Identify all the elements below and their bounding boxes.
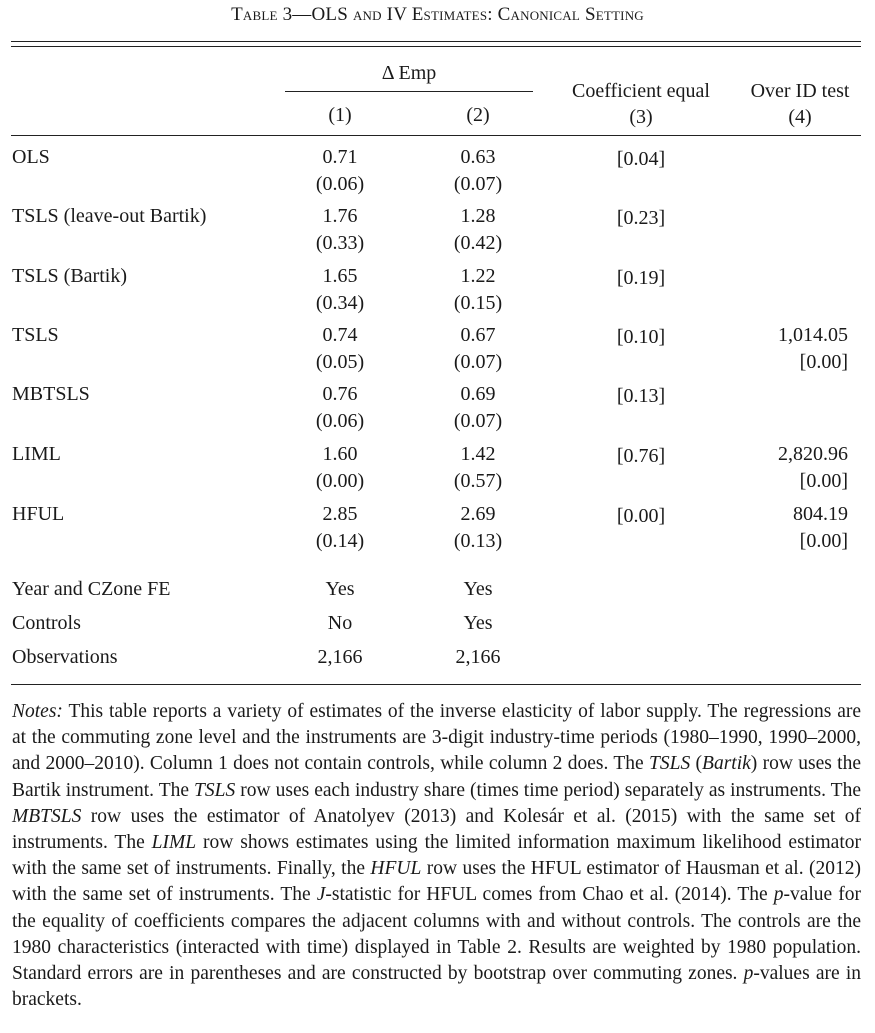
se-cell: (0.33): [315, 232, 365, 254]
se-cell: (0.07): [453, 173, 503, 195]
col1-number: (1): [328, 104, 352, 126]
se-cell: (0.05): [315, 351, 365, 373]
footer-cell: No: [327, 612, 353, 634]
se-cell: (0.07): [453, 351, 503, 373]
row-label: OLS: [12, 146, 50, 168]
se-cell: (0.15): [453, 292, 503, 314]
table-row: [0, 144, 875, 204]
col2-number: (2): [466, 104, 490, 126]
notes-italic: Bartik: [702, 753, 751, 775]
notes-text: -values are in brackets.: [12, 963, 861, 1011]
notes-italic: HFUL: [370, 858, 422, 880]
coef-cell: 0.67: [460, 324, 496, 346]
row-label: LIML: [12, 443, 61, 465]
row-label: Controls: [12, 612, 81, 634]
pvalue-cell: [0.13]: [616, 385, 666, 407]
coef-cell: 1.42: [460, 443, 496, 465]
row-label: TSLS (Bartik): [12, 265, 127, 287]
notes-text: -statistic for HFUL comes from Chao et al. (2014). The: [325, 884, 774, 906]
pvalue-cell: [0.23]: [616, 207, 666, 229]
notes-text: row shows estimates using the limited information maximum likelihood estimator with the same set of instruments. Finally, the: [12, 832, 861, 880]
col3-number: (3): [629, 106, 653, 128]
overid-stat-cell: 2,820.96: [778, 443, 848, 465]
row-label: HFUL: [12, 503, 65, 525]
footer-cell: 2,166: [317, 646, 363, 668]
notes-italic: TSLS: [194, 779, 236, 801]
notes-text: row uses each industry share (times time period) separately as instruments. The: [235, 779, 861, 801]
notes-text: row uses the estimator of Anatolyev (2013) and Kolesár et al. (2015) with the same set of instruments. The: [12, 805, 861, 854]
header-rule: [11, 135, 861, 136]
table-row: [0, 381, 875, 441]
pvalue-cell: [0.00]: [616, 505, 666, 527]
notes-italic: MBTSLS: [12, 805, 82, 827]
table-row: [0, 322, 875, 382]
notes-text: -value for the equality of coefficients compares the adjacent columns with and without controls. The controls are the 1980 characteristics (interacted with time) displayed in Table 2. Results are weighted by 1980 population. Standard errors are in parentheses and are constructed by bootstrap over commuting zones.: [12, 884, 861, 985]
footer-row: [0, 644, 875, 674]
se-cell: (0.06): [315, 173, 365, 195]
overid-pvalue-cell: [0.00]: [799, 470, 848, 492]
se-cell: (0.34): [315, 292, 365, 314]
overid-pvalue-cell: [0.00]: [799, 530, 848, 552]
se-cell: (0.14): [315, 530, 365, 552]
footer-cell: Yes: [325, 578, 355, 600]
notes-italic: J: [316, 884, 326, 906]
col4-header: Over ID test: [750, 80, 850, 102]
notes-text: (: [690, 753, 703, 775]
bottom-rule: [11, 684, 861, 685]
notes-text: This table reports a variety of estimates of the inverse elasticity of labor supply. The regressions are at the commuting zone level and the instruments are 3-digit industry-time periods (1980–1990, 1990–2000, and 2000–2010). Column 1 does not contain controls, while column 2 does. The: [12, 701, 861, 775]
row-label: TSLS (leave-out Bartik): [12, 205, 207, 227]
notes-italic: LIML: [151, 832, 197, 854]
se-cell: (0.13): [453, 530, 503, 552]
coef-cell: 1.60: [322, 443, 358, 465]
overid-pvalue-cell: [0.00]: [799, 351, 848, 373]
coef-cell: 2.85: [322, 503, 358, 525]
se-cell: (0.00): [315, 470, 365, 492]
col4-number: (4): [788, 106, 812, 128]
coef-cell: 0.74: [322, 324, 358, 346]
coef-cell: 0.71: [322, 146, 358, 168]
coef-cell: 0.63: [460, 146, 496, 168]
notes-text: ) row uses the Bartik instrument. The: [12, 753, 861, 801]
pvalue-cell: [0.19]: [616, 267, 666, 289]
table-row: [0, 501, 875, 561]
pvalue-cell: [0.04]: [616, 148, 666, 170]
coef-cell: 1.65: [322, 265, 358, 287]
notes-italic: TSLS: [649, 753, 691, 775]
group-header: Δ Emp: [381, 62, 437, 84]
coef-cell: 0.76: [322, 383, 358, 405]
se-cell: (0.06): [315, 410, 365, 432]
coef-cell: 1.22: [460, 265, 496, 287]
row-label: Observations: [12, 646, 118, 668]
footer-cell: 2,166: [455, 646, 501, 668]
overid-stat-cell: 804.19: [793, 503, 848, 525]
footer-cell: Yes: [463, 612, 493, 634]
notes-text: row uses the HFUL estimator of Hausman et al. (2012) with the same set of instruments. The: [12, 858, 861, 906]
notes-italic: p: [773, 884, 784, 906]
overid-stat-cell: 1,014.05: [778, 324, 848, 346]
notes-label: Notes:: [12, 701, 63, 722]
pvalue-cell: [0.76]: [616, 445, 666, 467]
row-label: TSLS: [12, 324, 59, 346]
col3-header: Coefficient equal: [572, 80, 710, 102]
coef-cell: 1.28: [460, 205, 496, 227]
table-row: [0, 441, 875, 501]
group-header-rule: [285, 91, 533, 92]
top-rule-2: [11, 46, 861, 47]
notes-italic: p: [743, 963, 754, 985]
table-notes: [12, 699, 861, 1013]
se-cell: (0.42): [453, 232, 503, 254]
footer-row: [0, 576, 875, 606]
pvalue-cell: [0.10]: [616, 326, 666, 348]
coef-cell: 1.76: [322, 205, 358, 227]
footer-cell: Yes: [463, 578, 493, 600]
se-cell: (0.07): [453, 410, 503, 432]
row-label: Year and CZone FE: [12, 578, 171, 600]
footer-row: [0, 610, 875, 640]
table-row: [0, 203, 875, 263]
table-title: Table 3—OLS and IV Estimates: Canonical Setting: [231, 4, 644, 25]
coef-cell: 0.69: [460, 383, 496, 405]
se-cell: (0.57): [453, 470, 503, 492]
top-rule-1: [11, 41, 861, 42]
coef-cell: 2.69: [460, 503, 496, 525]
table-row: [0, 263, 875, 323]
row-label: MBTSLS: [12, 383, 90, 405]
